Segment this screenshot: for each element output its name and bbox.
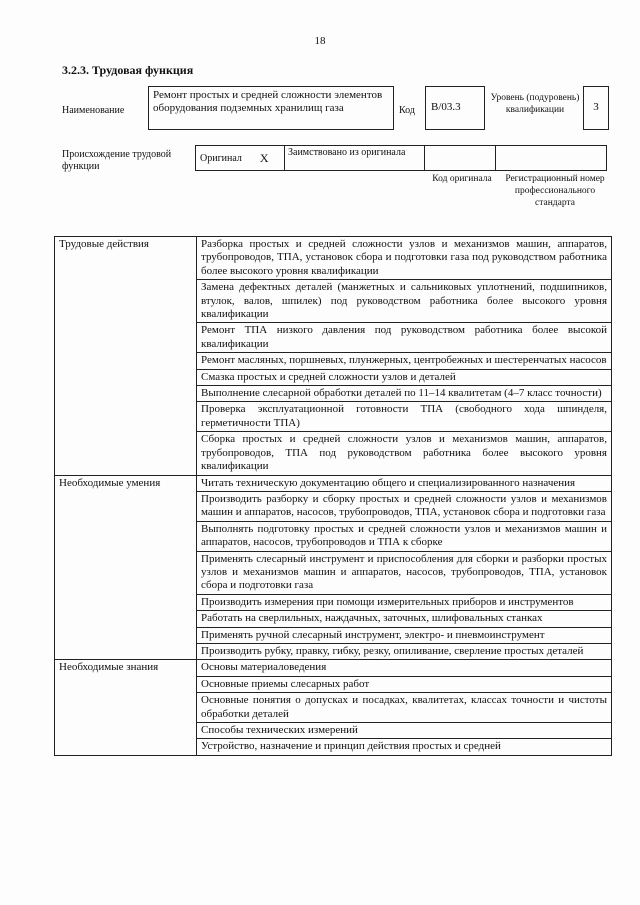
section-item: Способы технических измерений: [197, 723, 612, 739]
borrowed-cell: Заимствовано из оригинала: [284, 145, 425, 171]
section-category: Трудовые действия: [55, 237, 197, 476]
level-label: Уровень (подуровень) квалификации: [490, 93, 580, 115]
original-mark: Х: [259, 150, 269, 165]
section-item: Смазка простых и средней сложности узлов и деталей: [197, 369, 612, 385]
section-item: Применять ручной слесарный инструмент, электро- и пневмоинструмент: [197, 627, 612, 643]
section-item: Производить рубку, правку, гибку, резку, опиливание, сверление простых деталей: [197, 643, 612, 659]
level-value-box: 3: [583, 86, 609, 130]
section-item: Выполнять подготовку простых и средней сложности узлов и механизмов машин и аппаратов, насосов, трубопроводов и ТПА к сборке: [197, 521, 612, 551]
section-item: Производить разборку и сборку простых и средней сложности узлов и механизмов машин и аппаратов, насосов, трубопроводов, ТПА, установок сбора и подготовки газа: [197, 491, 612, 521]
code-value-box: В/03.3: [425, 86, 485, 130]
section-item: Ремонт ТПА низкого давления под руководством работника более высокой квалификации: [197, 323, 612, 353]
table-row: [55, 237, 612, 280]
section-item: Основные приемы слесарных работ: [197, 676, 612, 692]
function-table: [54, 236, 612, 756]
section-category: Необходимые умения: [55, 475, 197, 660]
section-item: Основы материаловедения: [197, 660, 612, 676]
section-title: 3.2.3. Трудовая функция: [62, 63, 194, 77]
section-item: Ремонт масляных, поршневых, плунжерных, центробежных и шестеренчатых насосов: [197, 353, 612, 369]
origin-label: Происхождение трудовой функции: [62, 149, 172, 172]
registration-number-cell: [495, 145, 607, 171]
table-row: [55, 475, 612, 491]
section-item: Выполнение слесарной обработки деталей по 11–14 квалитетам (4–7 класс точности): [197, 386, 612, 402]
section-item: Основные понятия о допусках и посадках, квалитетах, классах точности и чистоты обработки деталей: [197, 693, 612, 723]
original-cell: [195, 145, 285, 171]
section-item: Проверка эксплуатационной готовности ТПА (свободного хода шпинделя, герметичности ТПА): [197, 402, 612, 432]
section-item: Читать техническую документацию общего и специализированного назначения: [197, 475, 612, 491]
table-row: [55, 660, 612, 676]
section-category: Необходимые знания: [55, 660, 197, 755]
section-item: Устройство, назначение и принцип действия простых и средней: [197, 739, 612, 755]
code-label: Код: [399, 105, 415, 116]
origin-row: [196, 145, 609, 171]
section-item: Применять слесарный инструмент и приспособления для сборки и разборки простых узлов и механизмов машин и аппаратов, насосов, трубопроводов, ТПА, установок сбора и подготовки газа: [197, 551, 612, 594]
original-code-caption: Код оригинала: [432, 174, 492, 184]
section-item: Производить измерения при помощи измерительных приборов и инструментов: [197, 594, 612, 610]
original-code-cell: [424, 145, 496, 171]
section-item: Работать на сверлильных, наждачных, заточных, шлифовальных станках: [197, 611, 612, 627]
section-item: Разборка простых и средней сложности узлов и механизмов машин, аппаратов, трубопроводов, ТПА, установок сбора и подготовки газа под руководством работника более высокого уровня квалификации: [197, 237, 612, 280]
section-item: Замена дефектных деталей (манжетных и сальниковых уплотнений, подшипников, втулок, валов, шпилек) под руководством работника более высокого уровня квалификации: [197, 280, 612, 323]
name-label: Наименование: [62, 105, 125, 116]
page-number: 18: [314, 35, 326, 47]
section-item: Сборка простых и средней сложности узлов и механизмов машин, аппаратов, трубопроводов, ТПА под руководством работника более высокого уровня квалификации: [197, 432, 612, 475]
original-label: Оригинал: [200, 152, 242, 164]
registration-caption: Регистрационный номер профессионального стандарта: [505, 174, 605, 208]
function-name-box: Ремонт простых и средней сложности элементов оборудования подземных хранилищ газа: [148, 86, 394, 130]
